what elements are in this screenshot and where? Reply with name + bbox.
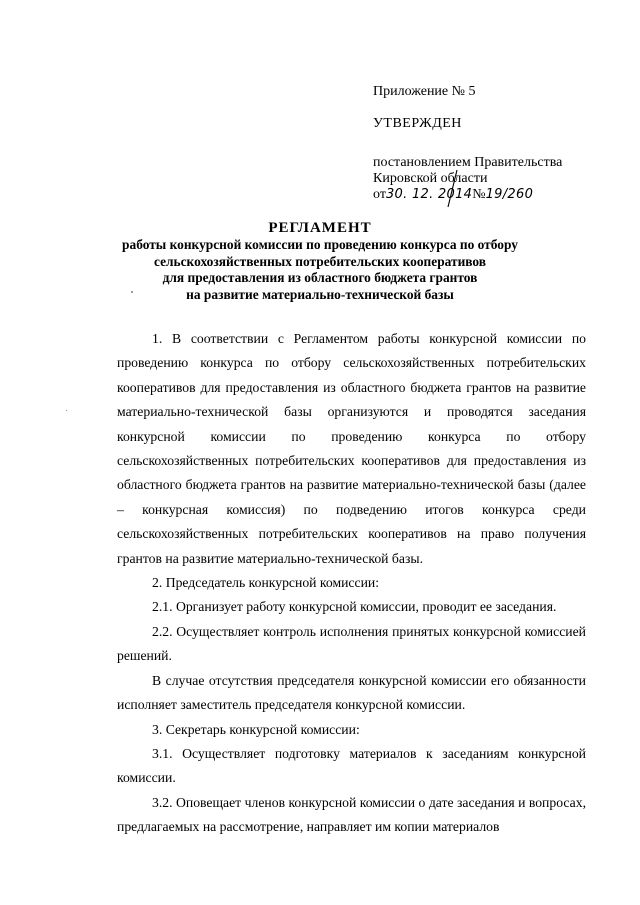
approved-label: УТВЕРЖДЕН	[373, 116, 462, 131]
paragraph-3-2: 3.2. Оповещает членов конкурсной комиссии о дате заседания и вопросах, предлагаемых на рассмотрение, направляет им копии материалов	[117, 794, 586, 835]
paragraph-absence: В случае отсутствия председателя конкурсной комиссии его обязанности исполняет заместитель председателя конкурсной комиссии.	[117, 672, 586, 713]
document-body	[117, 327, 586, 840]
paragraph-2: 2. Председатель конкурсной комиссии:	[152, 575, 380, 591]
appendix-label: Приложение № 5	[373, 84, 476, 99]
handwritten-date: 30. 12. 2014	[385, 187, 473, 202]
title-line: сельскохозяйственных потребительских кооперативов	[153, 253, 487, 269]
scan-speck	[131, 291, 133, 293]
scan-speck	[66, 410, 67, 411]
number-prefix: №	[472, 187, 486, 202]
handwritten-number: 19/260	[485, 187, 534, 202]
date-number-line	[373, 187, 623, 205]
paragraph-2-2: 2.2. Осуществляет контроль исполнения принятых конкурсной комиссией решений.	[117, 623, 586, 664]
date-prefix: от	[373, 187, 386, 202]
title-main: РЕГЛАМЕНТ	[268, 220, 372, 236]
document-title	[60, 219, 580, 303]
paragraph-2-1: 2.1. Организует работу конкурсной комиссии, проводит ее заседания.	[152, 599, 557, 615]
title-line: на развитие материально-технической базы	[186, 286, 454, 302]
paragraph-1: 1. В соответствии с Регламентом работы конкурсной комиссии по проведению конкурса по отбору сельскохозяйственных потребительских кооперативов для предоставления из областного бюджета грантов на развитие материально-технической базы организуются и проводятся заседания конкурсной комиссии по проведению конкурса по отбору сельскохозяйственных потребительских кооперативов для предоставления из областного бюджета грантов на развитие материально-технической базы (далее – конкурсная комиссия) по подведению итогов конкурса среди сельскохозяйственных потребительских кооперативов на право получения грантов на развитие материально-технической базы.	[117, 331, 586, 566]
approval-block	[373, 84, 623, 205]
title-line: для предоставления из областного бюджета грантов	[162, 270, 478, 285]
decree-line-2: Кировской области	[373, 171, 488, 186]
decree-line-1: постановлением Правительства	[373, 155, 563, 170]
paragraph-3: 3. Секретарь конкурсной комиссии:	[152, 721, 360, 737]
title-line: работы конкурсной комиссии по проведению конкурса по отбору	[122, 237, 518, 252]
handwritten-slash-mark	[445, 169, 459, 209]
paragraph-3-1: 3.1. Осуществляет подготовку материалов к заседаниям конкурсной комиссии.	[117, 745, 586, 786]
